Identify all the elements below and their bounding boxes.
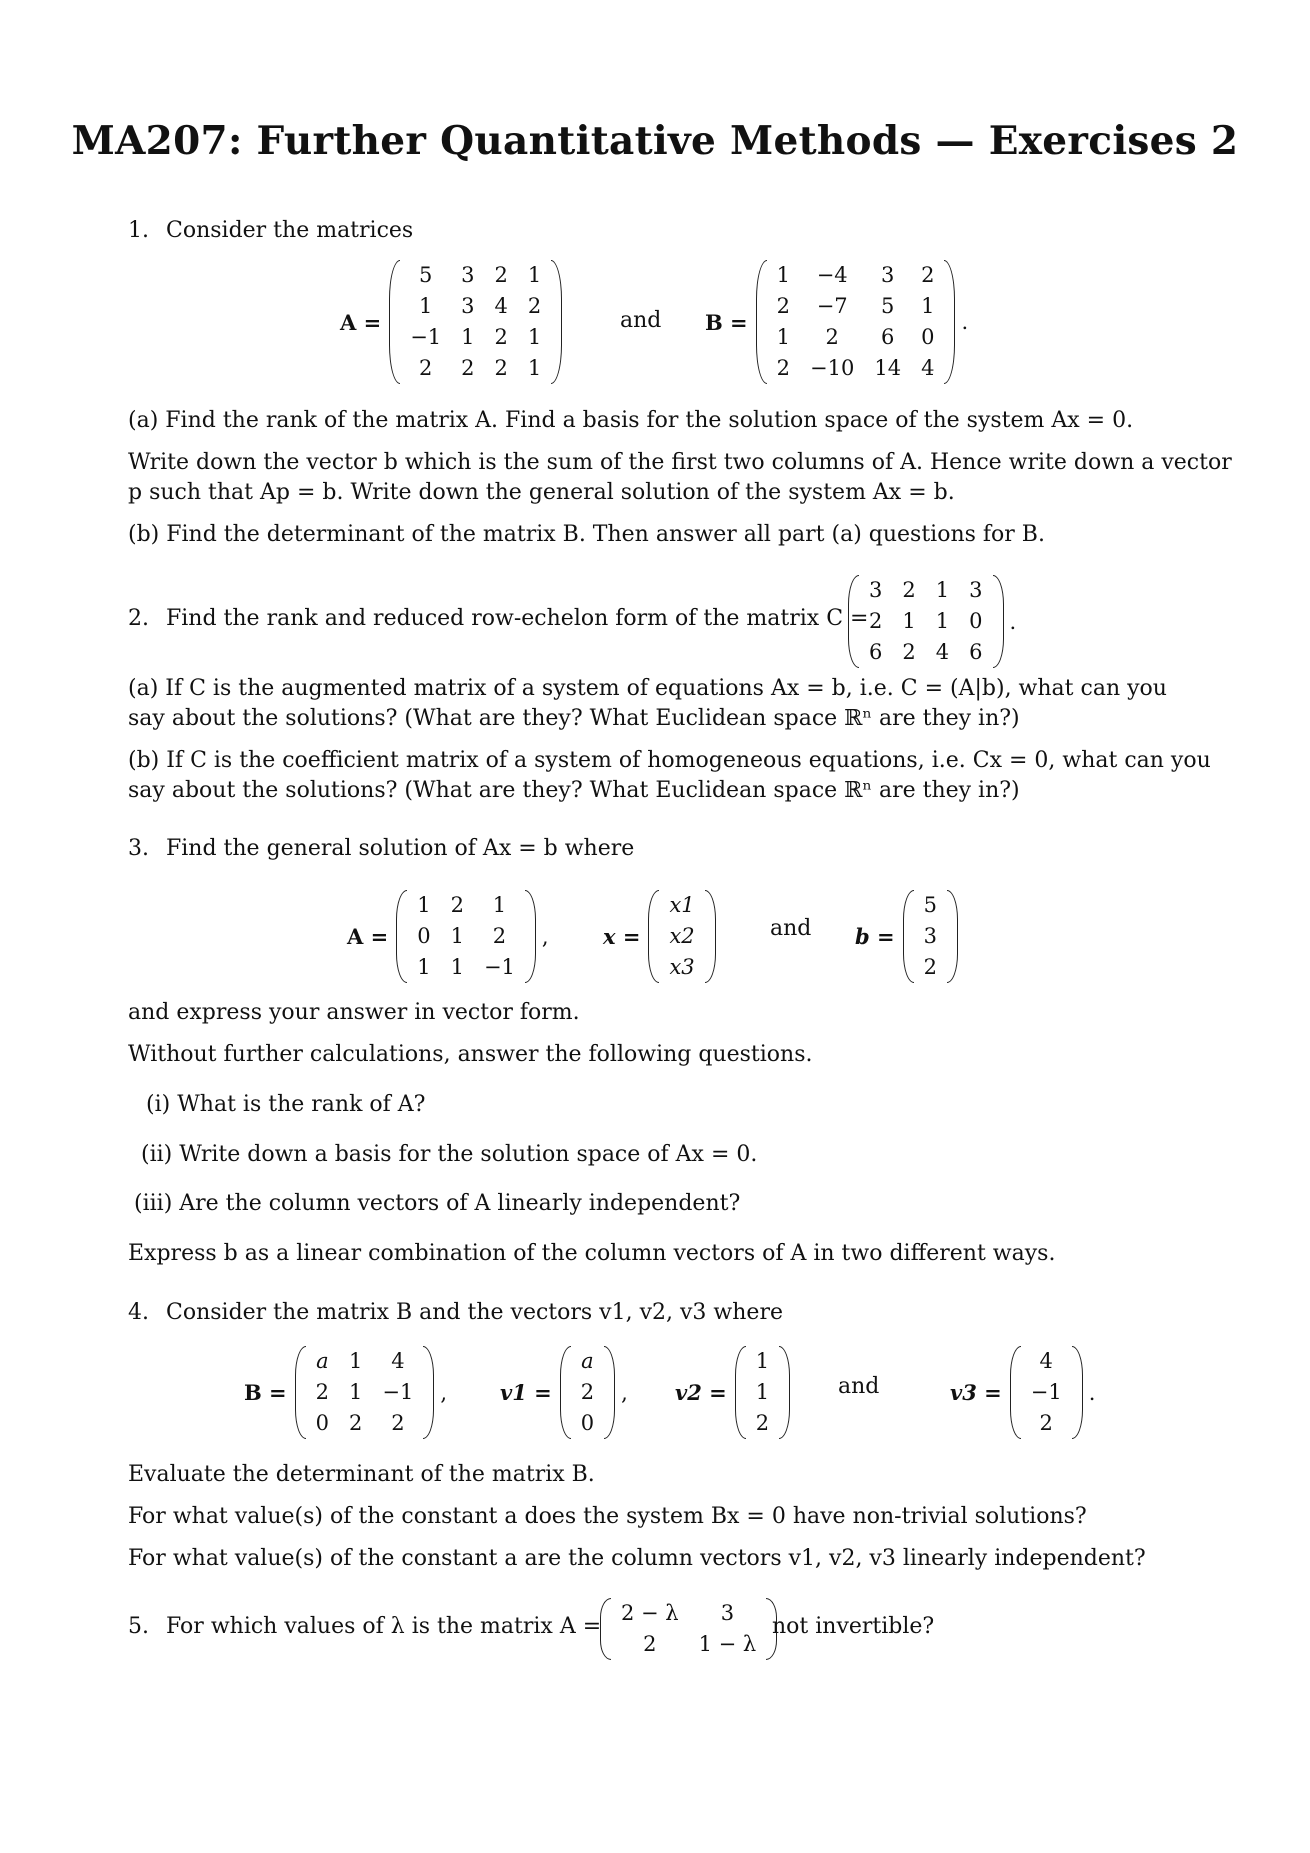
cell: 2 <box>494 325 508 349</box>
q5-intro <box>128 1614 601 1639</box>
cell: 1 <box>527 263 542 287</box>
q1-part-a-line1: (a) Find the rank of the matrix A. Find a basis for the solution space of the system Ax = 0. <box>128 408 1134 433</box>
cell: 5 <box>881 294 895 318</box>
cell: 0 <box>417 924 431 948</box>
q1-matrix-a-table <box>400 260 551 384</box>
cell: 0 <box>580 1411 595 1435</box>
cell: 2 <box>492 924 507 948</box>
cell: 2 <box>494 263 508 287</box>
q4-line2: For what value(s) of the constant a does the system Bx = 0 have non-trivial solutions? <box>128 1504 1087 1529</box>
left-paren <box>756 260 767 384</box>
cell: 1 <box>527 356 542 380</box>
q2-part-b-line2: say about the solutions? (What are they? What Euclidean space ℝⁿ are they in?) <box>128 778 1020 803</box>
cell: 0 <box>315 1411 330 1435</box>
q3-intro-text: Find the general solution of Ax = b where <box>166 836 635 861</box>
cell: −1 <box>382 1380 414 1404</box>
left-paren <box>396 890 407 983</box>
q1-and: and <box>620 308 662 333</box>
left-paren <box>903 890 914 983</box>
right-paren <box>423 1346 434 1439</box>
cell: 5 <box>923 893 937 917</box>
q3-matrix-a-table <box>407 890 525 983</box>
q1-part-a-line2: Write down the vector b which is the sum of the first two columns of A. Hence write down a vector <box>128 450 1232 475</box>
cell: 2 − λ <box>621 1601 679 1625</box>
q4-vector-v1-label: v1 = <box>500 1380 552 1405</box>
q4-vector-v2-label: v2 = <box>675 1380 727 1405</box>
q4-matrix-b-table <box>306 1346 424 1439</box>
cell: 2 <box>869 609 883 633</box>
q5-matrix-a <box>600 1598 777 1660</box>
cell: 2 <box>461 356 475 380</box>
q4-vector-v2 <box>675 1346 790 1439</box>
q3-vector-b <box>855 890 958 983</box>
cell: 6 <box>881 325 895 349</box>
q3-intro <box>128 836 634 861</box>
cell: 3 <box>461 263 475 287</box>
q3-item-ii: (ii) Write down a basis for the solution space of Ax = 0. <box>141 1142 758 1167</box>
cell: 2 <box>1039 1411 1053 1435</box>
cell: 1 <box>527 325 542 349</box>
cell: 1 <box>755 1380 770 1404</box>
left-paren <box>295 1346 306 1439</box>
q3-number: 3. <box>128 836 149 861</box>
cell: −1 <box>410 325 442 349</box>
cell: 3 <box>969 578 983 602</box>
q5-matrix-a-table <box>611 1598 766 1660</box>
cell: 3 <box>869 578 883 602</box>
cell: 1 <box>417 955 431 979</box>
q1-matrix-b-label: B = <box>705 309 748 335</box>
cell: 2 <box>450 893 464 917</box>
q1-matrix-a <box>340 260 562 384</box>
cell: 6 <box>869 640 883 664</box>
q1-part-a-line3: p such that Ap = b. Write down the general solution of the system Ax = b. <box>128 480 955 505</box>
right-paren <box>604 1346 615 1439</box>
q3-vector-x-table <box>659 890 704 983</box>
cell: 3 <box>720 1601 735 1625</box>
q2-intro-text: Find the rank and reduced row-echelon form of the matrix C = <box>166 606 869 631</box>
left-paren <box>1010 1346 1021 1439</box>
cell: −7 <box>816 294 848 318</box>
cell: 2 <box>902 640 916 664</box>
q2-part-a-line2: say about the solutions? (What are they? What Euclidean space ℝⁿ are they in?) <box>128 706 1020 731</box>
q1-intro <box>128 218 413 243</box>
cell: x3 <box>669 955 695 979</box>
page-title: MA207: Further Quantitative Methods — Exercises 2 <box>71 118 1239 164</box>
cell: 1 − λ <box>698 1632 757 1656</box>
q4-vector-v1-table <box>571 1346 604 1439</box>
cell: 1 <box>776 263 791 287</box>
q3-line1: and express your answer in vector form. <box>128 1000 580 1025</box>
q4-vector-v3-label: v3 = <box>950 1380 1002 1405</box>
q3-item-i: (i) What is the rank of A? <box>146 1092 426 1117</box>
cell: x1 <box>669 893 695 917</box>
right-paren <box>944 260 955 384</box>
cell: 2 <box>902 578 916 602</box>
q2-part-b-line1: (b) If C is the coefficient matrix of a system of homogeneous equations, i.e. Cx = 0, what can you <box>128 748 1211 773</box>
right-paren <box>705 890 716 983</box>
q3-matrix-a-label: A = <box>347 924 389 949</box>
q4-matrix-b: B = a 1 4 2 1 −1 0 2 2 , <box>244 1346 447 1439</box>
left-paren <box>389 260 400 384</box>
q4-vector-v3: v3 = 4 −1 2 . <box>950 1346 1095 1439</box>
q3-vector-b-label: b = <box>855 924 895 949</box>
q5-tail: not invertible? <box>772 1614 935 1639</box>
q4-line1: Evaluate the determinant of the matrix B. <box>128 1462 595 1487</box>
cell: 1 <box>417 893 431 917</box>
cell: 14 <box>874 356 902 380</box>
q2-matrix-c <box>848 575 1016 668</box>
cell: 1 <box>902 609 916 633</box>
q2-intro <box>128 606 868 631</box>
cell: 0 <box>969 609 983 633</box>
q2-part-a-line1: (a) If C is the augmented matrix of a system of equations Ax = b, i.e. C = (A|b), what can you <box>128 676 1167 701</box>
q3-line2: Without further calculations, answer the following questions. <box>128 1042 813 1067</box>
cell: 1 <box>450 955 464 979</box>
period: . <box>961 310 969 334</box>
q4-matrix-b-label: B = <box>244 1380 287 1405</box>
cell: −1 <box>483 955 515 979</box>
left-paren <box>560 1346 571 1439</box>
cell: 1 <box>492 893 507 917</box>
q1-number: 1. <box>128 218 149 243</box>
cell: 6 <box>969 640 983 664</box>
q3-item-iii: (iii) Are the column vectors of A linearly independent? <box>134 1191 741 1216</box>
cell: 2 <box>527 294 542 318</box>
q1-matrix-b <box>705 260 968 384</box>
right-paren <box>525 890 536 983</box>
cell: 2 <box>349 1411 363 1435</box>
cell: 2 <box>419 356 433 380</box>
q2-matrix-c-table <box>859 575 993 668</box>
right-paren <box>993 575 1004 668</box>
cell: 1 <box>450 924 464 948</box>
cell: 1 <box>755 1349 770 1373</box>
cell: −1 <box>1030 1380 1062 1404</box>
cell: 2 <box>643 1632 657 1656</box>
q1-matrix-b-table <box>767 260 945 384</box>
q4-vector-v1: v1 = a 2 0 , <box>500 1346 628 1439</box>
cell: 4 <box>935 640 950 664</box>
cell: 0 <box>921 325 935 349</box>
q3-vector-x-label: x = <box>603 924 641 949</box>
cell: 2 <box>923 955 937 979</box>
left-paren <box>735 1346 746 1439</box>
right-paren <box>947 890 958 983</box>
q5-intro-text: For which values of λ is the matrix A = <box>166 1614 602 1639</box>
cell: 1 <box>419 294 433 318</box>
cell: 1 <box>349 1349 363 1373</box>
q5-number: 5. <box>128 1614 149 1639</box>
left-paren <box>848 575 859 668</box>
q4-line3: For what value(s) of the constant a are the column vectors v1, v2, v3 linearly independent? <box>128 1546 1146 1571</box>
q2-number: 2. <box>128 606 149 631</box>
cell: 2 <box>921 263 935 287</box>
cell: 2 <box>825 325 839 349</box>
q1-part-b-line1: (b) Find the determinant of the matrix B. Then answer all part (a) questions for B. <box>128 522 1045 547</box>
cell: 2 <box>391 1411 405 1435</box>
cell: 4 <box>391 1349 405 1373</box>
cell: 2 <box>494 356 508 380</box>
q3-vector-x <box>603 890 716 983</box>
cell: −4 <box>816 263 848 287</box>
cell: a <box>581 1349 594 1373</box>
cell: 1 <box>935 578 950 602</box>
q4-intro <box>128 1300 783 1325</box>
cell: 3 <box>881 263 895 287</box>
left-paren <box>648 890 659 983</box>
cell: 2 <box>755 1411 770 1435</box>
cell: 1 <box>349 1380 363 1404</box>
cell: 2 <box>776 294 791 318</box>
q3-line3: Express b as a linear combination of the column vectors of A in two different ways. <box>128 1241 1056 1266</box>
q3-and: and <box>770 916 812 941</box>
q1-intro-text: Consider the matrices <box>166 218 414 243</box>
cell: 2 <box>315 1380 330 1404</box>
q4-and: and <box>838 1374 880 1399</box>
q4-vector-v2-table <box>746 1346 779 1439</box>
cell: 4 <box>494 294 508 318</box>
cell: 1 <box>461 325 475 349</box>
right-paren <box>551 260 562 384</box>
right-paren <box>779 1346 790 1439</box>
q3-vector-b-table <box>914 890 947 983</box>
cell: 2 <box>580 1380 595 1404</box>
cell: 4 <box>1039 1349 1053 1373</box>
cell: 3 <box>923 924 937 948</box>
period: . <box>1009 609 1017 634</box>
q4-intro-text: Consider the matrix B and the vectors v1, v2, v3 where <box>166 1300 783 1325</box>
cell: x2 <box>669 924 695 948</box>
cell: 3 <box>461 294 475 318</box>
cell: −10 <box>810 356 855 380</box>
right-paren <box>1072 1346 1083 1439</box>
cell: 1 <box>776 325 791 349</box>
cell: 4 <box>921 356 935 380</box>
q3-matrix-a: A = 1 2 1 0 1 2 1 1 −1 , <box>347 890 549 983</box>
q4-number: 4. <box>128 1300 149 1325</box>
cell: 1 <box>921 294 935 318</box>
cell: 5 <box>419 263 433 287</box>
q1-matrix-a-label: A = <box>340 309 382 335</box>
q4-vector-v3-table <box>1021 1346 1072 1439</box>
cell: a <box>316 1349 329 1373</box>
cell: 1 <box>935 609 950 633</box>
cell: 2 <box>776 356 791 380</box>
left-paren <box>600 1598 611 1660</box>
